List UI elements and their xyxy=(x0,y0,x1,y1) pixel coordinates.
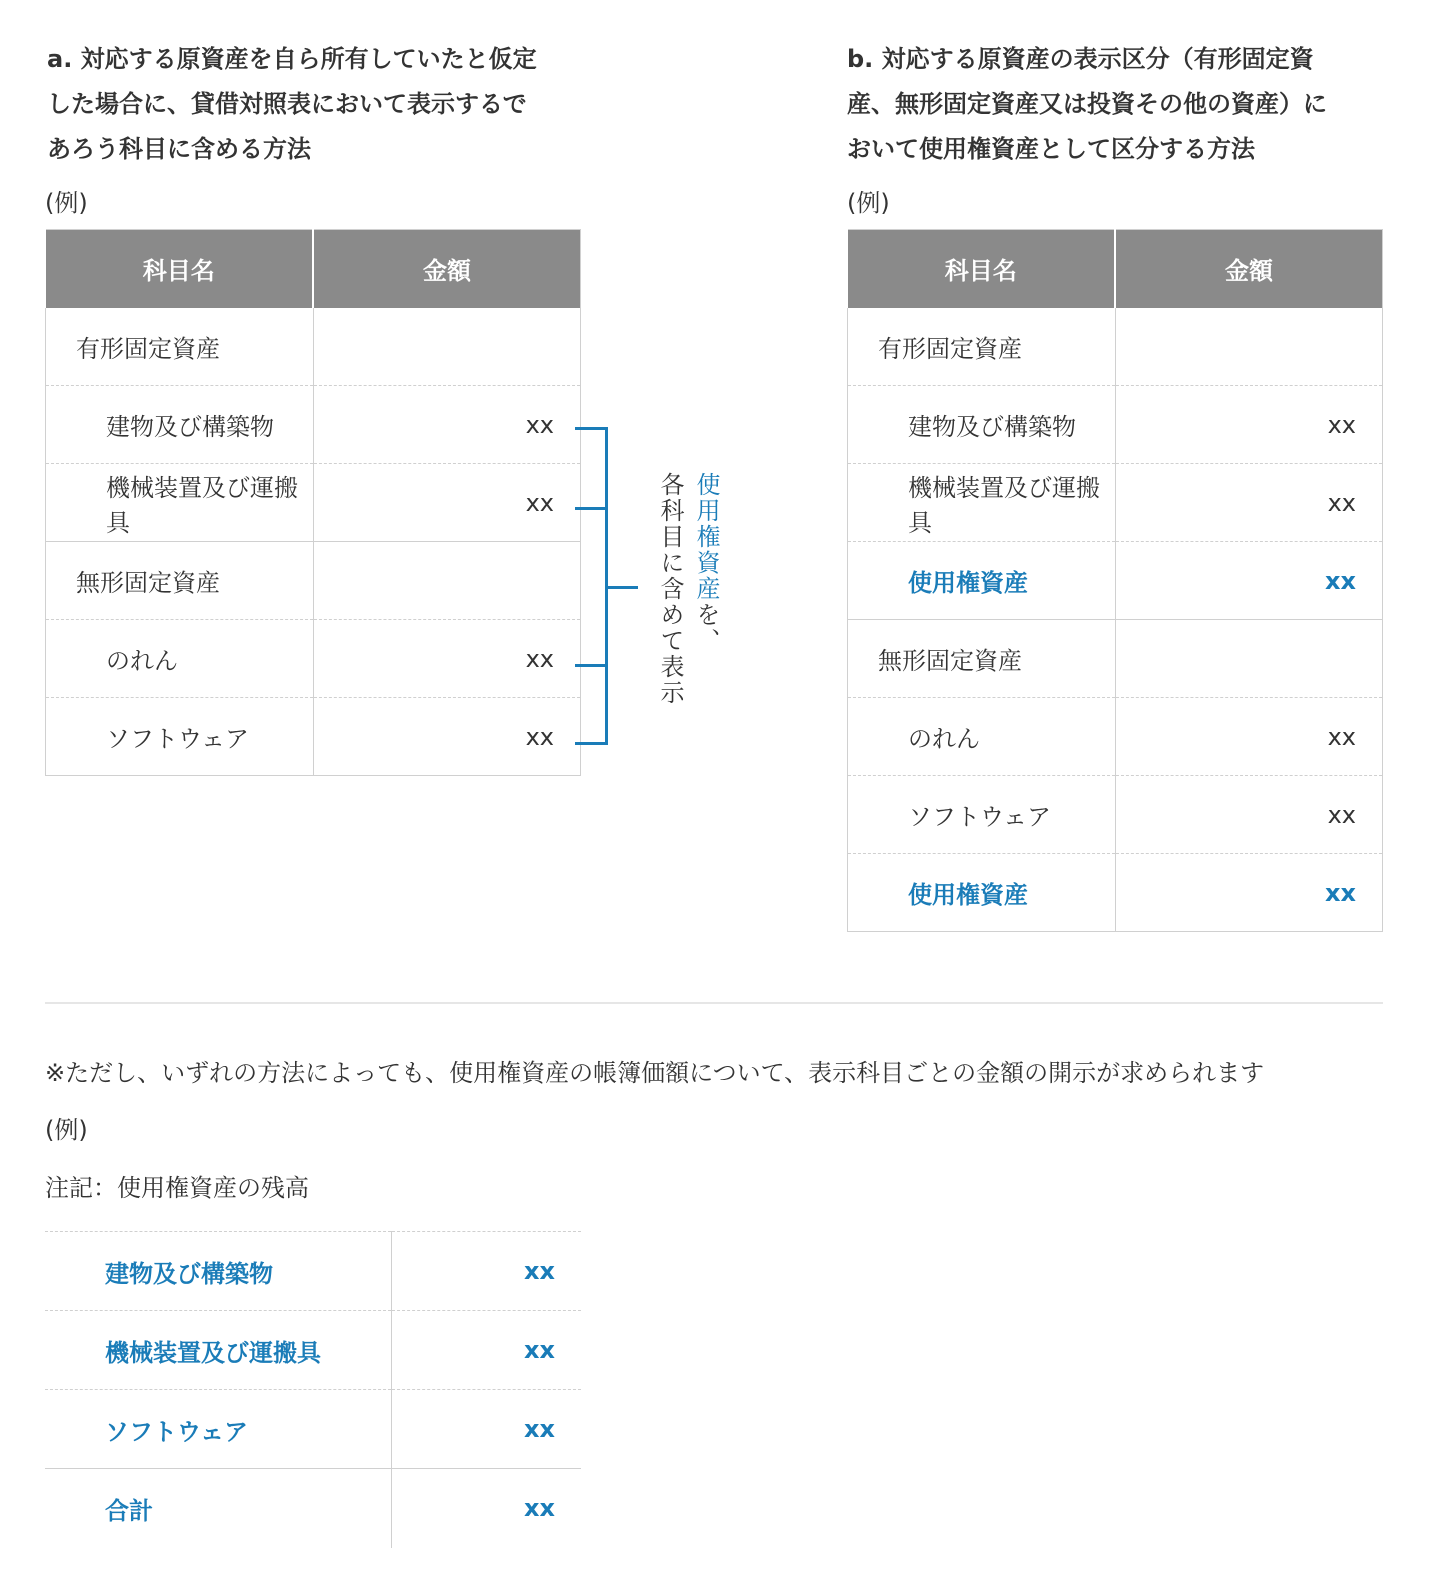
row-amount xyxy=(313,308,581,386)
row-amount: xx xyxy=(1115,854,1383,932)
row-amount: xx xyxy=(313,698,581,776)
table-row xyxy=(45,1311,581,1390)
row-name: 建物及び構築物 xyxy=(45,1232,391,1311)
row-name: ソフトウェア xyxy=(46,698,314,776)
note-caption: 注記：使用権資産の残高 xyxy=(45,1174,309,1202)
table-row xyxy=(848,776,1383,854)
note-table xyxy=(45,1231,581,1548)
row-amount: xx xyxy=(1115,386,1383,464)
section-a-heading-line-1: a. 対応する原資産を自ら所有していたと仮定 xyxy=(47,45,537,73)
note-table-wrap xyxy=(45,1231,581,1548)
annotation-rest: を、 xyxy=(692,602,720,654)
section-a-table-wrap xyxy=(45,229,581,776)
section-b-table xyxy=(847,229,1383,932)
annotation-highlight: 使用権資産 xyxy=(692,472,720,602)
row-amount: xx xyxy=(391,1311,581,1390)
row-amount: xx xyxy=(313,386,581,464)
row-amount xyxy=(1115,308,1383,386)
row-amount: xx xyxy=(313,620,581,698)
section-a-table xyxy=(45,229,581,776)
table-row xyxy=(46,464,581,542)
row-name: 有形固定資産 xyxy=(46,308,314,386)
table-row xyxy=(46,620,581,698)
row-name: 建物及び構築物 xyxy=(46,386,314,464)
row-amount: xx xyxy=(313,464,581,542)
column-header-name: 科目名 xyxy=(848,230,1116,308)
table-row xyxy=(848,386,1383,464)
annotation-vertical-text xyxy=(652,472,724,706)
table-row xyxy=(848,620,1383,698)
section-divider xyxy=(45,1002,1383,1004)
table-row xyxy=(46,542,581,620)
column-header-amount: 金額 xyxy=(313,230,581,308)
section-a-example-label: (例) xyxy=(45,189,88,217)
row-name: 無形固定資産 xyxy=(46,542,314,620)
table-row xyxy=(46,386,581,464)
row-amount: xx xyxy=(391,1232,581,1311)
row-amount: xx xyxy=(1115,698,1383,776)
row-name: 機械装置及び運搬具 xyxy=(45,1311,391,1390)
row-amount: xx xyxy=(1115,542,1383,620)
table-row-right-of-use xyxy=(848,854,1383,932)
row-name: 機械装置及び運搬具 xyxy=(848,464,1116,542)
row-amount: xx xyxy=(391,1469,581,1548)
section-b-heading-line-1: b. 対応する原資産の表示区分（有形固定資 xyxy=(847,45,1314,73)
row-name: 使用権資産 xyxy=(848,854,1116,932)
note-example-label: (例) xyxy=(45,1116,88,1144)
table-row xyxy=(45,1390,581,1469)
row-name: 使用権資産 xyxy=(848,542,1116,620)
row-amount: xx xyxy=(1115,776,1383,854)
section-a-heading-line-2: した場合に、貸借対照表において表示するで xyxy=(47,90,527,118)
row-amount: xx xyxy=(391,1390,581,1469)
table-row-right-of-use xyxy=(848,542,1383,620)
section-b-example-label: (例) xyxy=(847,189,890,217)
row-name: のれん xyxy=(46,620,314,698)
table-row xyxy=(848,464,1383,542)
row-amount xyxy=(313,542,581,620)
column-header-name: 科目名 xyxy=(46,230,314,308)
table-row xyxy=(848,698,1383,776)
column-header-amount: 金額 xyxy=(1115,230,1383,308)
note-text: ※ただし、いずれの方法によっても、使用権資産の帳簿価額について、表示科目ごとの金額の開示が求められます xyxy=(45,1059,1265,1087)
row-name: ソフトウェア xyxy=(45,1390,391,1469)
section-b-table-wrap xyxy=(847,229,1383,932)
row-name: 無形固定資産 xyxy=(848,620,1116,698)
row-name: のれん xyxy=(848,698,1116,776)
section-b-heading-line-3: おいて使用権資産として区分する方法 xyxy=(847,135,1255,163)
row-amount: xx xyxy=(1115,464,1383,542)
section-a-heading xyxy=(47,37,607,172)
table-row xyxy=(848,308,1383,386)
row-amount xyxy=(1115,620,1383,698)
table-row-total xyxy=(45,1469,581,1548)
annotation-line-2: 各科目に含めて表示 xyxy=(656,472,684,706)
row-name: 合計 xyxy=(45,1469,391,1548)
row-name: 有形固定資産 xyxy=(848,308,1116,386)
section-b-heading xyxy=(847,37,1407,172)
row-name: ソフトウェア xyxy=(848,776,1116,854)
row-name: 建物及び構築物 xyxy=(848,386,1116,464)
table-row xyxy=(46,698,581,776)
table-row xyxy=(45,1232,581,1311)
section-a-heading-line-3: あろう科目に含める方法 xyxy=(47,135,311,163)
row-name: 機械装置及び運搬具 xyxy=(46,464,314,542)
table-row xyxy=(46,308,581,386)
section-b-heading-line-2: 産、無形固定資産又は投資その他の資産）に xyxy=(847,90,1327,118)
